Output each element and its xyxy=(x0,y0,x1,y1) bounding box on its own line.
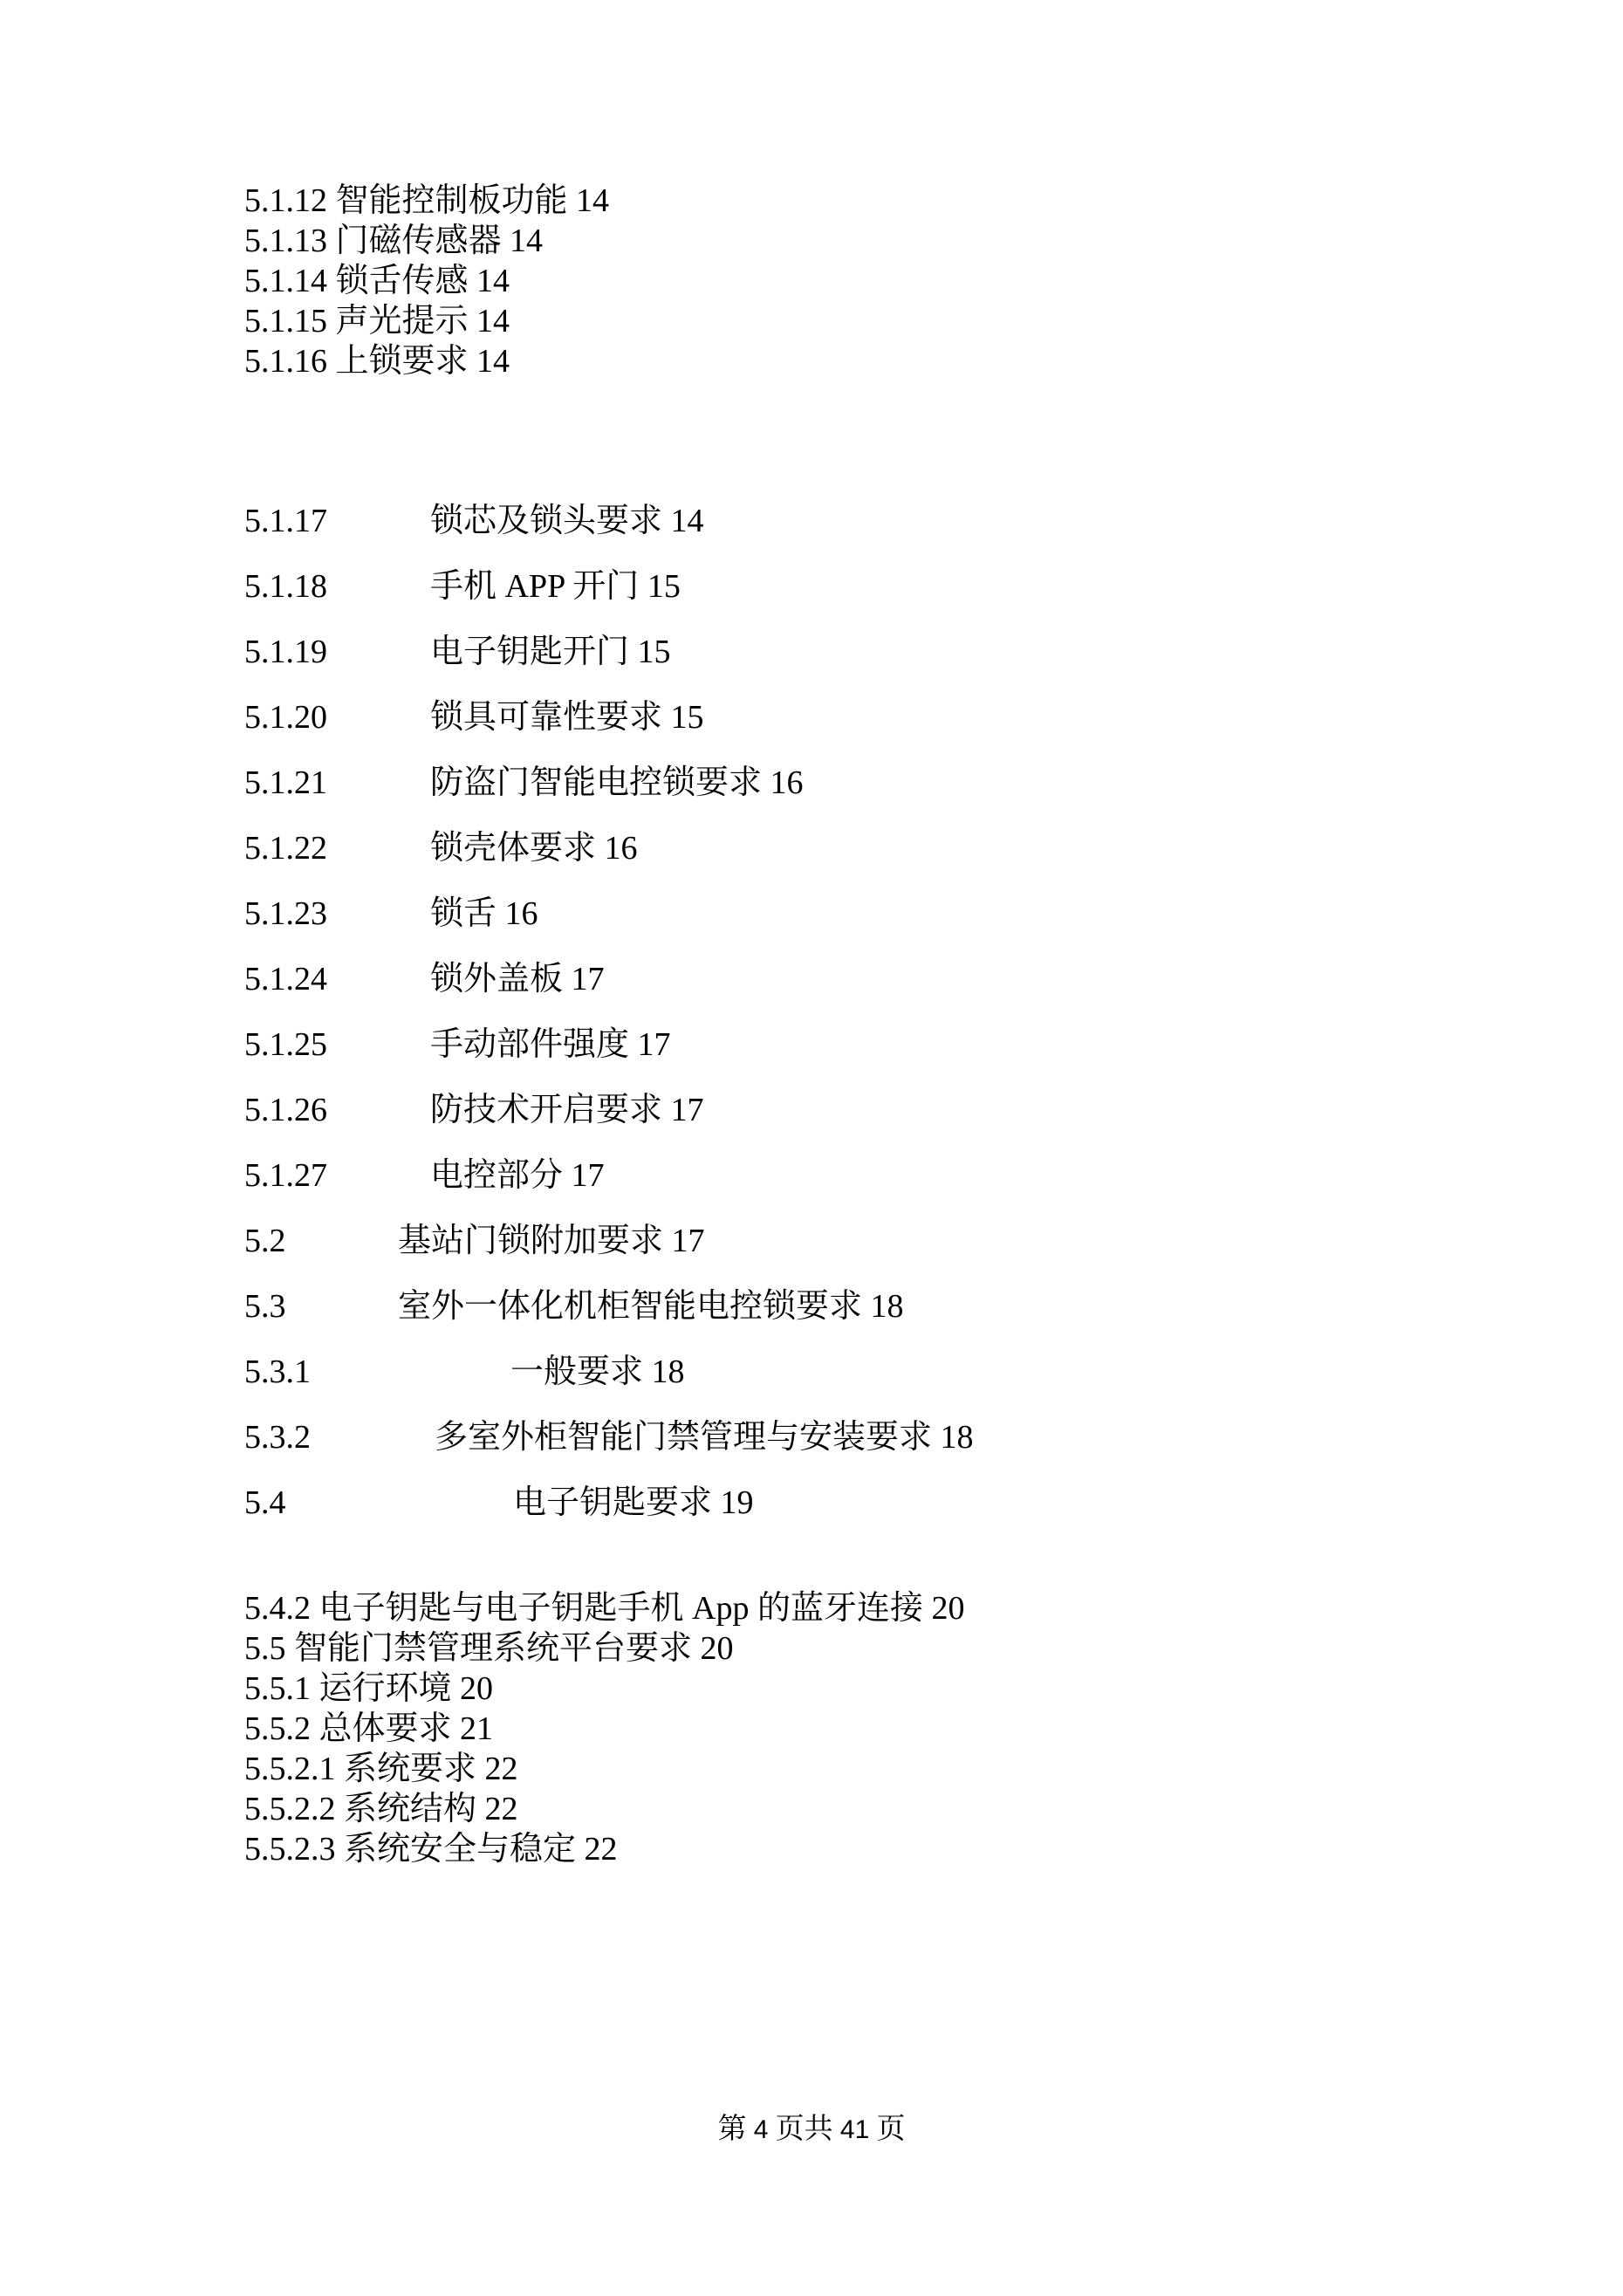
toc-entry-page: 16 xyxy=(604,830,638,867)
toc-entry-title-group xyxy=(435,1405,974,1470)
toc-entry-page: 21 xyxy=(460,1710,494,1747)
toc-entry-title-group xyxy=(430,881,538,947)
toc-entry-page: 17 xyxy=(571,1157,605,1194)
toc-entry xyxy=(0,947,1623,1012)
toc-entry-number: 5.4 xyxy=(244,1484,286,1521)
toc-entry-page: 17 xyxy=(637,1026,671,1063)
toc-entry xyxy=(0,1078,1623,1143)
toc-entry-page: 20 xyxy=(931,1590,965,1627)
toc-entry xyxy=(0,489,1623,554)
toc-entry-number: 5.3.1 xyxy=(244,1354,311,1390)
toc-entry-number: 5.5.2.3 xyxy=(244,1831,336,1868)
toc-entry-number: 5.1.17 xyxy=(244,503,327,539)
toc-entry-title: 智能控制板功能 xyxy=(335,182,568,219)
toc-entry-title-group xyxy=(513,1470,754,1536)
toc-entry-number: 5.2 xyxy=(244,1223,286,1259)
toc-entry-page: 14 xyxy=(476,303,510,339)
toc-entry-page: 14 xyxy=(510,223,544,259)
toc-entry-page: 20 xyxy=(700,1630,734,1667)
footer-suffix: 页 xyxy=(876,2114,906,2145)
toc-entry-page: 14 xyxy=(670,503,704,539)
toc-entry-page: 18 xyxy=(870,1288,904,1325)
toc-entry-page: 15 xyxy=(647,568,681,605)
toc-entry-title: 一般要求 xyxy=(510,1354,644,1390)
toc-entry-title-group xyxy=(510,1340,685,1405)
toc-entry-title: 系统安全与稳定 xyxy=(344,1831,577,1868)
toc-entry-page: 17 xyxy=(571,961,605,997)
toc-entry xyxy=(0,1209,1623,1274)
toc-entry-number: 5.1.20 xyxy=(244,699,327,736)
toc-entry-title: 电子钥匙与电子钥匙手机 App 的蓝牙连接 xyxy=(318,1590,923,1627)
toc-entry-title: 基站门锁附加要求 xyxy=(398,1223,664,1259)
toc-entry-number: 5.1.12 xyxy=(244,182,327,219)
toc-entry xyxy=(244,1789,964,1829)
toc-entry-page: 18 xyxy=(940,1419,974,1456)
toc-entry xyxy=(244,1669,964,1709)
toc-entry xyxy=(0,1470,1623,1536)
toc-entry xyxy=(244,341,609,381)
toc-entry-title: 锁舌传感 xyxy=(335,263,469,299)
toc-entry xyxy=(244,301,609,341)
toc-entry-number: 5.1.18 xyxy=(244,568,327,605)
toc-entry xyxy=(0,881,1623,947)
page-footer xyxy=(0,2114,1623,2146)
toc-entry xyxy=(0,685,1623,750)
toc-entry-title-group xyxy=(430,1143,605,1209)
toc-entry-title: 防盗门智能电控锁要求 xyxy=(430,764,763,801)
toc-entry xyxy=(244,1588,964,1628)
toc-entry-number: 5.1.24 xyxy=(244,961,327,997)
toc-entry-page: 14 xyxy=(576,182,610,219)
toc-entry-title: 锁舌 xyxy=(430,895,497,932)
toc-entry-page: 19 xyxy=(720,1484,754,1521)
toc-entry-title: 锁外盖板 xyxy=(430,961,564,997)
toc-entry-title: 手动部件强度 xyxy=(430,1026,630,1063)
toc-entry xyxy=(0,554,1623,620)
toc-entry-title: 声光提示 xyxy=(335,303,469,339)
toc-entry-title-group xyxy=(430,1012,671,1078)
footer-total-pages: 41 xyxy=(839,2115,870,2144)
toc-entry-number: 5.1.14 xyxy=(244,263,327,299)
toc-entry xyxy=(244,261,609,301)
toc-entry-number: 5.1.16 xyxy=(244,343,327,380)
toc-entry-number: 5.5.2 xyxy=(244,1710,311,1747)
toc-entry-title: 智能门禁管理系统平台要求 xyxy=(294,1630,693,1667)
toc-entry-page: 16 xyxy=(504,895,538,932)
toc-entry-number: 5.1.26 xyxy=(244,1092,327,1128)
toc-entry-title: 总体要求 xyxy=(318,1710,452,1747)
toc-entry-title-group xyxy=(398,1209,705,1274)
toc-entry-title: 电子钥匙开门 xyxy=(430,634,630,670)
toc-entry-title: 手机 APP 开门 xyxy=(430,568,640,605)
toc-entry xyxy=(0,1012,1623,1078)
toc-entry-title-group xyxy=(430,554,681,620)
toc-entry-number: 5.1.27 xyxy=(244,1157,327,1194)
toc-entry-page: 15 xyxy=(637,634,671,670)
footer-prefix: 第 xyxy=(717,2114,747,2145)
toc-entry-page: 14 xyxy=(476,343,510,380)
toc-entry-title: 电控部分 xyxy=(430,1157,564,1194)
toc-entry xyxy=(244,181,609,221)
toc-entry-title: 室外一体化机柜智能电控锁要求 xyxy=(398,1288,863,1325)
toc-entry-title-group xyxy=(430,489,704,554)
toc-entry-page: 18 xyxy=(651,1354,685,1390)
toc-entry-number: 5.1.19 xyxy=(244,634,327,670)
toc-entry-title-group xyxy=(430,947,605,1012)
toc-entry-number: 5.3.2 xyxy=(244,1419,311,1456)
toc-entry-title: 锁具可靠性要求 xyxy=(430,699,663,736)
toc-entry-page: 17 xyxy=(671,1223,705,1259)
toc-entry xyxy=(0,750,1623,816)
toc-entry-title-group xyxy=(430,685,704,750)
toc-entry-number: 5.4.2 xyxy=(244,1590,311,1627)
toc-entry-page: 16 xyxy=(770,764,804,801)
toc-entry-page: 14 xyxy=(476,263,510,299)
toc-entry xyxy=(244,1628,964,1669)
toc-entry-title-group xyxy=(430,750,804,816)
toc-entry-number: 5.1.23 xyxy=(244,895,327,932)
toc-entry-number: 5.1.22 xyxy=(244,830,327,867)
toc-entry-number: 5.1.25 xyxy=(244,1026,327,1063)
toc-entry xyxy=(0,1340,1623,1405)
toc-entry-title: 系统要求 xyxy=(344,1751,477,1787)
toc-entry-number: 5.5.1 xyxy=(244,1670,311,1707)
toc-entry-title: 电子钥匙要求 xyxy=(513,1484,713,1521)
toc-entry-title: 锁壳体要求 xyxy=(430,830,597,867)
toc-entry-title-group xyxy=(398,1274,904,1340)
toc-entry xyxy=(0,1274,1623,1340)
toc-entry-page: 20 xyxy=(460,1670,494,1707)
toc-block-top xyxy=(244,181,609,381)
toc-entry-number: 5.5 xyxy=(244,1630,286,1667)
toc-entry-number: 5.1.21 xyxy=(244,764,327,801)
toc-entry-page: 22 xyxy=(484,1791,518,1827)
toc-entry-title: 锁芯及锁头要求 xyxy=(430,503,663,539)
footer-current-page: 4 xyxy=(753,2115,769,2144)
toc-entry-title: 系统结构 xyxy=(344,1791,477,1827)
toc-entry-number: 5.5.2.1 xyxy=(244,1751,336,1787)
toc-entry-page: 22 xyxy=(484,1751,518,1787)
toc-entry-title: 多室外柜智能门禁管理与安装要求 xyxy=(435,1419,933,1456)
toc-entry-number: 5.3 xyxy=(244,1288,286,1325)
toc-entry-number: 5.5.2.2 xyxy=(244,1791,336,1827)
toc-entry xyxy=(244,1829,964,1869)
toc-entry-page: 15 xyxy=(670,699,704,736)
toc-entry-page: 17 xyxy=(670,1092,704,1128)
toc-entry-number: 5.1.13 xyxy=(244,223,327,259)
toc-entry-title: 运行环境 xyxy=(318,1670,452,1707)
toc-entry-title-group xyxy=(430,816,638,881)
toc-entry-title-group xyxy=(430,620,671,685)
toc-entry-page: 22 xyxy=(584,1831,618,1868)
footer-middle: 页共 xyxy=(775,2114,833,2145)
toc-block-bottom xyxy=(244,1588,964,1869)
toc-entry-number: 5.1.15 xyxy=(244,303,327,339)
toc-entry xyxy=(244,1709,964,1749)
toc-entry xyxy=(0,1143,1623,1209)
toc-entry-title-group xyxy=(430,1078,704,1143)
toc-entry xyxy=(0,1405,1623,1470)
toc-entry-title: 上锁要求 xyxy=(335,343,469,380)
toc-entry xyxy=(0,816,1623,881)
toc-entry xyxy=(0,620,1623,685)
toc-entry xyxy=(244,221,609,261)
toc-block-middle xyxy=(0,489,1623,1536)
toc-entry xyxy=(244,1749,964,1789)
toc-entry-title: 防技术开启要求 xyxy=(430,1092,663,1128)
toc-entry-title: 门磁传感器 xyxy=(335,223,502,259)
